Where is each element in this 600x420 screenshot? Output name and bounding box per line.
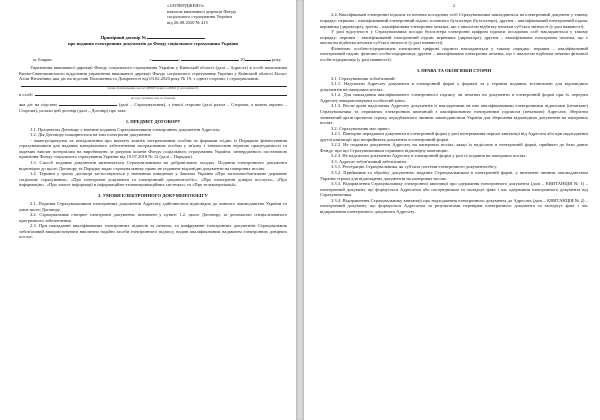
clause-3-2: 3.2. Страхувальник має право: (331, 125, 390, 131)
representative-caption: (посада, прізвище, ім'я, по батькові) (130, 96, 176, 101)
insurer-name-caption: (назва страхувальника, код за ЄДРПОУ/номер за ДРФО (у разі наявності) (107, 86, 199, 91)
clause-3-1-3: 3.1.3. Вести архів надісланих Адресату документів із накладеними на них кваліфікованими електронними підписами (печаткою) Страхувальника та отриманих електронних квитанцій з кваліфікованою електронним підписом (печаткою) Адресата. Зберігати зазначений архів протягом строку, передбаченого чинним законодавством України для зберігання відповідних документів на паперових носіях. (320, 103, 588, 126)
date-day-fill-line[interactable] (152, 56, 178, 61)
page-2-continued-clauses (320, 12, 588, 62)
clause-1-3: 1.3. Спосіб подання документів визначається Страхувальником на добровільних засадах. Подання електронного документа відповідно до цього Договору та Порядку надає страхувальнику право не подавати відповідні документи на паперових носіях. (19, 160, 287, 171)
date-year-prefix: 20 (240, 56, 245, 62)
date-quote-close: » (177, 56, 180, 62)
place-and-date-row (19, 56, 287, 63)
page-number: 2 (452, 3, 456, 8)
clause-2-1: 2.1. Подання Страхувальником електронних документів Адресату здійснюється відповідно до чинного законодавства України та умов цього Договору. (19, 201, 287, 212)
date-month-fill-line[interactable] (181, 56, 239, 61)
clause-1-2: 1.2. Дія Договору поширюється на такі електронні документи: (30, 132, 152, 138)
section-predmet-dogovoru (19, 119, 287, 188)
date-quote-open: « (149, 56, 152, 62)
document-page-2 (304, 0, 600, 420)
document-title-line-2: про подання електронних документів до Фонду соціального страхування України (67, 40, 239, 46)
clause-1-1: 1.1. Предметом Договору є взаємне подання Страхувальником електронних документів Адресату. (30, 126, 221, 132)
section-3-heading: 3. ПРАВА ТА ОБОВ'ЯЗКИ СТОРІН (416, 67, 492, 73)
city-label: м. Боярка (33, 56, 52, 62)
clause-2-3: 2.3. При накладанні кваліфікованих електронних підписів та печаток, та шифруванні електронних документів Страхувальник зобов'язаний використовувати виключно надійні засоби електронного підпису, надані кваліфікованим надавачем електронних довірчих послуг. (19, 223, 287, 240)
clause-2-4: 2.4. Кваліфіковані електронні підписи та печатка посадових осіб Страхувальника накладаються на електронний документ у такому порядку: першим – кваліфікований електронний підпис головного бухгалтера (бухгалтера), другим – кваліфікований електронний підпис керівника (директора), третім – кваліфікована електронна печатка, що є аналогом відбитку печатки суб'єкта звітності (у разі наявності). (320, 12, 588, 29)
approval-block (167, 3, 295, 25)
section-2-heading: 2. УМОВИ ЕЛЕКТРОННОГО ДОКУМЕНТООБІГУ (98, 193, 208, 199)
approval-line-3: соціального страхування України (167, 14, 232, 20)
section-prava-ta-obovyazky-storin (320, 68, 588, 215)
date-fill-group (149, 56, 281, 63)
page-gutter (296, 0, 304, 420)
clause-3-3-4: 3.3.4. Відправлення Страхувальнику квитанції про надходження електронного документа до Адресата (далі – КВИТАНЦІЯ № 2) – електронний документ, що формується Адресатом за результатами перевірки електронного документа та засвідчує факт і час відправлення електронного документа Адресату. (320, 197, 588, 214)
preamble-block (19, 65, 287, 113)
clause-3-2-1: 3.2.1. Повторно передавати документи в електронній формі у разі неотримання першої квитанції від Адресата або при надходженні другої квитанції про неприйняття документа в електронній формі. (320, 131, 588, 142)
basis-label: яка діє на підставі (19, 102, 57, 108)
date-year-suffix: року (271, 56, 281, 62)
clause-3-2-2: 3.2.2. Не подавати документи Адресату на паперових носіях, якщо їх надіслано в електронній формі, прийнято до бази даних Фонду, про що Страхувальником отримано відповідну квитанцію. (320, 142, 588, 153)
approval-line-1: «ЗАТВЕРДЖЕНО» (167, 3, 205, 8)
document-page-1 (0, 0, 296, 420)
approval-line-2: наказом виконавчої дирекції Фонду (167, 8, 237, 14)
clause-3-3-3: 3.3.3. Відправлення Страхувальнику електронної квитанції про одержання електронного документа (далі – КВИТАНЦІЯ № 1) – електронний документ, що формується Адресатом або посередником та засвідчує факт і час одержання електронного документа від Страхувальника. (320, 181, 588, 198)
clause-3-1-1: 3.1.1. Надсилати Адресату документи в електронній формі у форматі та у терміни подання, встановлені для відповідних документів на паперових носіях. (320, 81, 588, 92)
section-1-heading: 1. ПРЕДМЕТ ДОГОВОРУ (125, 118, 181, 124)
clause-3-3-2: 3.3.2. Приймання та обробку документів, наданих Страхувальником в електронній формі, у визначені чинним законодавством України строки для відповідних документів на паперових носіях. (320, 170, 588, 181)
date-year-fill-line[interactable] (245, 56, 271, 61)
clause-2-4-no-accountant: У разі відсутності у Страхувальника посади бухгалтера електронні цифрові підписи посадових осіб накладаються у такому порядку: першим - кваліфікований електронний підпис керівника (директора), другим – кваліфікована електронна печатка, що є аналогом відбитка печатки суб'єкта звітності (у разі наявності). (320, 29, 588, 46)
clause-3-3: 3.3. Адресат зобов'язаний забезпечити: (331, 158, 408, 164)
clause-3-2-3: 3.2.3. Не надсилати документи Адресату в електронній формі у разі їх подання на паперових носіях. (331, 153, 527, 159)
clause-1-4: 1.4. Терміни у цьому договорі застосовуються у значеннях наведених у Законах України «Про загальнообов'язкове державне соціальне страхування», «Про електронні документи та електронний документообіг», «Про електронні довірчі послуги», «Про інформацію», «Про захист інформації в інформаційно-телекомунікаційних системах» та «Про телекомунікації». (19, 171, 287, 188)
contract-number-fill-line[interactable] (147, 34, 205, 39)
basis-tail: (далі – Страхувальник), з іншої сторони (далі разом – Сторони, а кожна окремо – Сторона), уклали цей договір (далі – Договір) про таке. (19, 102, 288, 113)
representative-fill-line[interactable] (35, 91, 287, 96)
document-title-block (19, 34, 287, 46)
clause-3-1: 3.1. Страхувальник зобов'язаний: (331, 75, 396, 81)
document-title-line-1 (19, 34, 287, 41)
approval-line-4: від 26.08.2020 № 415 (167, 19, 208, 25)
document-title-prefix: Примірний договір № (100, 35, 147, 41)
clause-2-4-sole-proprietor: Фізичною особою-підприємцем електронні цифрові підписи накладаються у такому порядку: першим – кваліфікований електронний підпис фізичної особи-підприємця, другим – кваліфікована електронна печатка, що є аналогом відбитка печатки фізичної особи-підприємця (у разі наявності). (320, 45, 588, 62)
section-umovy-elektronnogo-dokumentoobigu (19, 193, 287, 240)
preamble-paragraph-1: Управління виконавчої дирекції Фонду соціального страхування України у Київській області (далі – Адресат) в особі начальника Києво-Святошинського відділення управління виконавчої дирекції Фонду соціального страхування України у Київській області Білоус Алли Віталіївни, яка діє на підставі Положення та Довіреності від 03.02.2020 року № 19, з однієї сторони, і страхувальник: (19, 65, 287, 82)
basis-paragraph (19, 101, 287, 113)
clause-3-3-1: 3.3.1. Реєстрацію Страхувальника, як суб'єкта системи електронного документообігу. (331, 164, 498, 170)
clause-2-2: 2.2. Страхувальник створює електронні документи, визначені у пункті 1.2. цього Договору, за допомогою спеціалізованого програмного забезпечення. (19, 212, 287, 223)
clause-1-2-bullet: - заява-розрахунок та повідомлення про виплату коштів застрахованим особам за формами згідно із Порядком фінансування страхувальників для надання матеріального забезпечення застрахованим особам у зв'язку з тимчасовою втратою працездатності та окремих виплат потерпілим на виробництві за рахунок коштів Фонду соціального страхування України, затвердженого постановою правління Фонду соціального страхування України від 19.07.2018 № 12 (далі – Порядок). (19, 137, 287, 160)
basis-fill-line[interactable] (59, 101, 117, 106)
representative-label: в особі (19, 91, 33, 97)
clause-3-1-2: 3.1.2. Для накладання кваліфікованого електронного підпису чи печатки на документи в електронній формі при їх передачі Адресату використовувати особистий ключ. (320, 92, 588, 103)
